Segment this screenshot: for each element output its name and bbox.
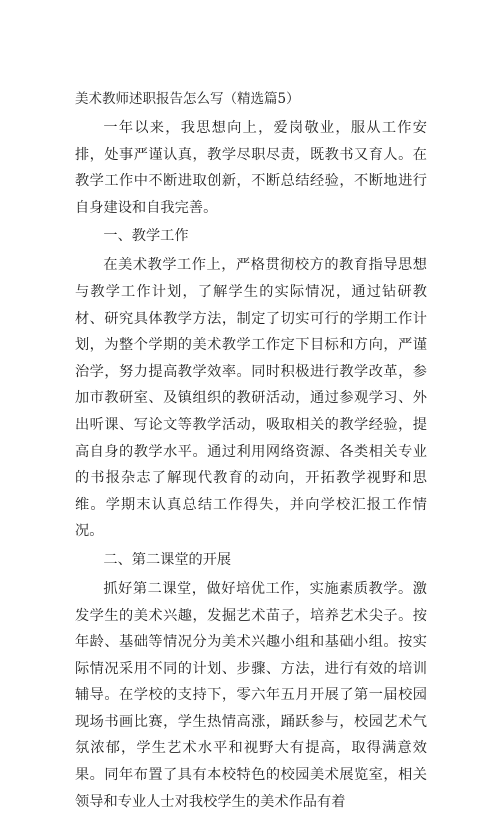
section-body-second-classroom: 抓好第二课堂，做好培优工作，实施素质教学。激发学生的美术兴趣，发掘艺术苗子，培养艺术尖子。按年龄、基础等情况分为美术兴趣小组和基础小组。按实际情况采用不同的计划、步骤、方法，进行有效的培训辅导。在学校的支持下，零六年五月开展了第一届校园现场书画比赛，学生热情高涨，踊跃参与，校园艺术气氛浓郁，学生艺术水平和视野大有提高，取得满意效果。同年布置了具有本校特色的校园美术展览室，相关领导和专业人士对我校学生的美术作品有着: [75, 580, 427, 810]
intro-paragraph: 一年以来，我思想向上，爱岗敬业，服从工作安排，处事严谨认真，教学尽职尽责，既教书又育人。在教学工作中不断进取创新，不断总结经验，不断地进行自身建设和自我完善。: [75, 120, 427, 216]
section-body-teaching: 在美术教学工作上，严格贯彻校方的教育指导思想与教学工作计划，了解学生的实际情况，通过钻研教材、研究具体教学方法，制定了切实可行的学期工作计划，为整个学期的美术教学工作定下目标和方向，严谨治学，努力提高教学效率。同时积极进行教学改革，参加市教研室、及镇组织的教研活动，通过参观学习、外出听课、写论文等教学活动，吸取相关的教学经验，提高自身的教学水平。通过利用网络资源、各类相关专业的书报杂志了解现代教育的动向，开拓教学视野和思维。学期末认真总结工作得失，并向学校汇报工作情况。: [75, 257, 427, 540]
document-page: [75, 86, 427, 815]
section-heading-second-classroom: 二、第二课堂的开展: [103, 551, 232, 568]
section-heading-teaching: 一、教学工作: [103, 228, 189, 245]
document-title: 美术教师述职报告怎么写（精选篇5）: [75, 91, 300, 107]
